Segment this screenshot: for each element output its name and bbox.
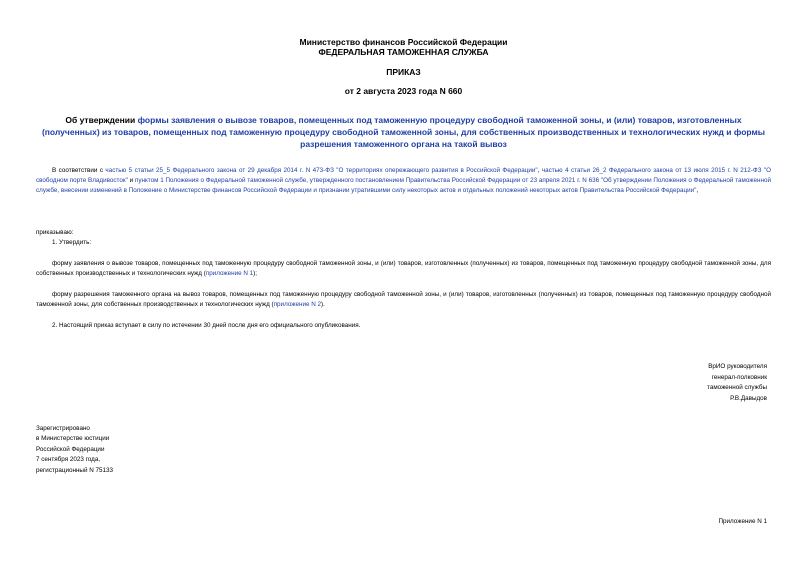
form-2-paragraph <box>36 290 771 310</box>
registration-line-5: регистрационный N 75133 <box>36 466 114 474</box>
form-1-end: ); <box>253 270 258 277</box>
doc-title <box>36 114 771 150</box>
preamble-text-1: В соответствии с <box>52 167 106 174</box>
service-name: ФЕДЕРАЛЬНАЯ ТАМОЖЕННАЯ СЛУЖБА <box>318 47 489 57</box>
signature-line-3: таможенной службы <box>707 384 767 391</box>
form-2-text: форму разрешения таможенного органа на вывоз товаров, помещенных под таможенную процедуру свободной таможенной зоны, и (или) товаров, изготовленных (полученных) из товаров, помещенных под таможенную процедуру свободной таможенной зоны, для собственных производственных и технологических нужд ( <box>36 291 771 308</box>
signature-line-1: ВрИО руководителя <box>708 363 767 370</box>
appendix-label: Приложение N 1 <box>718 518 767 525</box>
title-prefix: Об утверждении <box>65 115 138 125</box>
registration-line-1: Зарегистрировано <box>36 425 90 432</box>
item-2: 2. Настоящий приказ вступает в силу по истечении 30 дней после дня его официального опубликования. <box>52 322 361 329</box>
preamble-paragraph <box>36 166 771 196</box>
registration-block <box>36 424 113 476</box>
title-link[interactable]: формы заявления о вывозе товаров, помещенных под таможенную процедуру свободной таможенной зоны, и (или) товаров, изготовленных (полученных) из товаров, помещенных под таможенную процедуру свободной таможенной зоны, для собственных производственных и технологических нужд и формы разрешения таможенного органа на такой вывоз <box>41 115 766 149</box>
registration-line-2: в Министерстве юстиции <box>36 435 110 443</box>
doc-type: ПРИКАЗ <box>386 67 421 77</box>
preamble-text-4: , <box>696 187 699 194</box>
signature-line-2: генерал-полковник <box>711 373 767 381</box>
regulation-636-link[interactable]: пунктом 1 Положения о Федеральной таможенной службе, утвержденного постановлением Правительства Российской Федерации от 23 апреля 2021 г. N 636 "Об утверждении Положения о Федеральной таможенной службе, внесении изменений в Положение о Министерстве финансов Российской Федерации и признании утратившими силу некоторых актов и отдельных положений некоторых актов Правительства Российской Федерации" <box>36 177 771 194</box>
signature-block <box>707 362 767 404</box>
doc-date-number: от 2 августа 2023 года N 660 <box>344 86 463 96</box>
appendix-1-link[interactable]: приложение N 1 <box>205 270 254 277</box>
registration-line-4: 7 сентября 2023 года, <box>36 456 101 464</box>
preamble-text-2: , <box>537 167 542 174</box>
law-212-link[interactable]: частью 4 статьи 26_2 Федерального закона от 13 июля 2015 г. N 212-ФЗ "О свободном порте Владивосток" <box>36 167 771 184</box>
item-1: 1. Утвердить: <box>52 239 92 246</box>
ministry-name: Министерство финансов Российской Федерации <box>299 37 508 47</box>
signature-name: Р.В.Давыдов <box>730 394 767 402</box>
form-2-end: ). <box>321 301 325 308</box>
appendix-2-link[interactable]: приложение N 2 <box>273 301 322 308</box>
form-1-text: форму заявления о вывозе товаров, помещенных под таможенную процедуру свободной таможенной зоны, и (или) товаров, изготовленных (полученных) из товаров, помещенных под таможенную процедуру свободной таможенной зоны, для собственных производственных и технологических нужд ( <box>36 260 771 277</box>
law-473-link[interactable]: частью 5 статьи 25_5 Федерального закона от 29 декабря 2014 г. N 473-ФЗ "О территориях опережающего развития в Российской Федерации" <box>105 167 538 174</box>
registration-line-3: Российской Федерации <box>36 445 105 453</box>
order-word: приказываю: <box>36 229 74 236</box>
form-1-paragraph <box>36 259 771 279</box>
preamble-text-3: и <box>127 177 135 184</box>
